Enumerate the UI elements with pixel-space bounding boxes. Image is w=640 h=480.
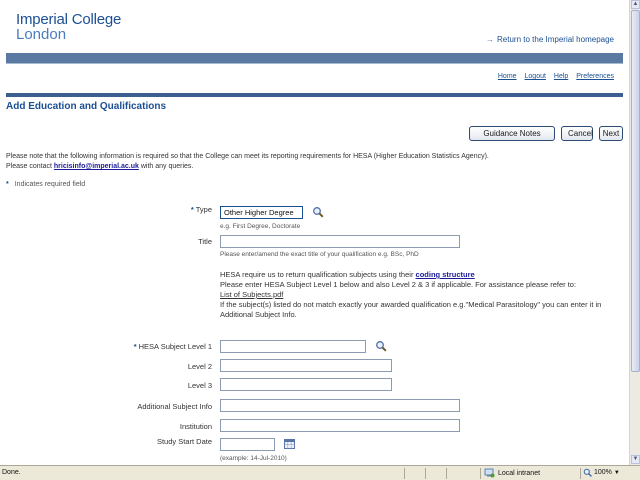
return-home-link[interactable] bbox=[486, 35, 614, 44]
imperial-logo[interactable] bbox=[16, 12, 121, 42]
hesa-info-line3 bbox=[220, 290, 620, 300]
nav-home-link[interactable]: Home bbox=[497, 73, 517, 80]
required-star-icon: * bbox=[190, 205, 194, 214]
cancel-button[interactable]: Cancel bbox=[561, 126, 593, 141]
hesa-level1-input[interactable] bbox=[220, 340, 366, 353]
scroll-down-icon[interactable]: ▼ bbox=[632, 456, 639, 462]
scroll-up-icon[interactable]: ▲ bbox=[632, 1, 639, 7]
contact-email-link[interactable]: hricisinfo@imperial.ac.uk bbox=[53, 163, 139, 170]
institution-input[interactable] bbox=[220, 419, 460, 432]
zoom-control[interactable] bbox=[583, 468, 620, 477]
study-start-hint: (example: 14-Jul-2010) bbox=[220, 455, 287, 462]
level3-label: Level 3 bbox=[187, 381, 212, 390]
required-field-note bbox=[6, 181, 85, 188]
coding-structure-link[interactable]: coding structure bbox=[415, 270, 475, 279]
status-done-text: Done. bbox=[2, 469, 21, 476]
action-buttons bbox=[469, 126, 623, 141]
hesa-info-line2: Please enter HESA Subject Level 1 below and also Level 2 & 3 if applicable. For assistance please refer to: bbox=[220, 280, 577, 289]
title-hint: Please enter/amend the exact title of your qualification e.g. BSc, PhD bbox=[220, 251, 419, 258]
zoom-dropdown-icon[interactable]: ▼ bbox=[613, 469, 620, 476]
security-zone[interactable] bbox=[484, 468, 540, 478]
type-field[interactable] bbox=[220, 206, 303, 219]
study-start-input[interactable] bbox=[220, 438, 275, 451]
logo-line1: Imperial College bbox=[16, 11, 122, 28]
hesa-info-line1 bbox=[220, 270, 620, 280]
type-hint: e.g. First Degree, Doctorate bbox=[220, 223, 301, 230]
notice-line1: Please note that the following information is required so that the College can meet its reporting requirements for HESA (Higher Education Statistics Agency). bbox=[6, 153, 489, 160]
intranet-globe-icon bbox=[484, 468, 495, 478]
hesa-level1-label-text: HESA Subject Level 1 bbox=[138, 342, 212, 351]
hesa-level1-label bbox=[12, 342, 212, 351]
status-divider bbox=[425, 468, 426, 479]
title-input[interactable] bbox=[220, 235, 460, 248]
guidance-notes-button[interactable]: Guidance Notes bbox=[469, 126, 555, 141]
vertical-scrollbar[interactable] bbox=[629, 0, 640, 465]
level2-input[interactable] bbox=[220, 359, 392, 372]
required-note-text: Indicates required field bbox=[14, 181, 86, 188]
next-button[interactable]: Next bbox=[599, 126, 623, 141]
top-navigation bbox=[492, 73, 614, 80]
zoom-magnifier-icon bbox=[583, 468, 592, 477]
calendar-icon[interactable] bbox=[284, 439, 295, 449]
scrollbar-thumb[interactable] bbox=[631, 10, 640, 372]
header-band bbox=[6, 53, 623, 63]
zoom-level: 100% bbox=[594, 469, 612, 476]
type-lookup-search-icon[interactable] bbox=[312, 206, 324, 218]
status-divider bbox=[446, 468, 447, 479]
level3-input[interactable] bbox=[220, 378, 392, 391]
header-band-line bbox=[6, 63, 623, 64]
additional-subject-input[interactable] bbox=[220, 399, 460, 412]
arrow-right-icon: → bbox=[486, 35, 495, 44]
nav-preferences-link[interactable]: Preferences bbox=[576, 73, 614, 80]
hesa-notice bbox=[6, 152, 616, 172]
hesa-info-line1-text: HESA require us to return qualification subjects using their bbox=[220, 270, 416, 279]
title-label: Title bbox=[198, 237, 212, 246]
nav-help-link[interactable]: Help bbox=[553, 73, 569, 80]
notice-contact-prefix: Please contact bbox=[6, 163, 54, 170]
status-divider bbox=[580, 468, 581, 479]
hesa-info-line4: If the subject(s) listed do not match exactly your awarded qualification e.g."Medical Parasitology" you can enter it in Additional Subject Info. bbox=[220, 300, 602, 319]
title-divider bbox=[6, 93, 623, 97]
type-label bbox=[12, 205, 212, 214]
required-star-icon: * bbox=[133, 342, 137, 351]
zone-label: Local intranet bbox=[498, 469, 541, 477]
nav-logout-link[interactable]: Logout bbox=[524, 73, 546, 80]
notice-contact-suffix: with any queries. bbox=[138, 163, 194, 170]
status-divider bbox=[404, 468, 405, 479]
status-divider bbox=[480, 468, 481, 479]
list-of-subjects-link[interactable]: List of Subjects.pdf bbox=[220, 290, 284, 299]
required-star-icon: * bbox=[6, 181, 9, 188]
browser-status-bar bbox=[0, 465, 640, 480]
return-home-label: Return to the Imperial homepage bbox=[497, 35, 614, 44]
type-label-text: Type bbox=[195, 205, 212, 214]
study-start-label: Study Start Date bbox=[156, 437, 212, 446]
hesa-info-block bbox=[220, 270, 620, 320]
hesa-lookup-search-icon[interactable] bbox=[375, 340, 387, 352]
level2-label: Level 2 bbox=[187, 362, 212, 371]
logo-line2: London bbox=[16, 26, 67, 43]
page-title: Add Education and Qualifications bbox=[6, 101, 167, 112]
notice-line2 bbox=[6, 162, 616, 172]
additional-subject-label: Additional Subject Info bbox=[137, 402, 212, 411]
institution-label: Institution bbox=[179, 422, 212, 431]
